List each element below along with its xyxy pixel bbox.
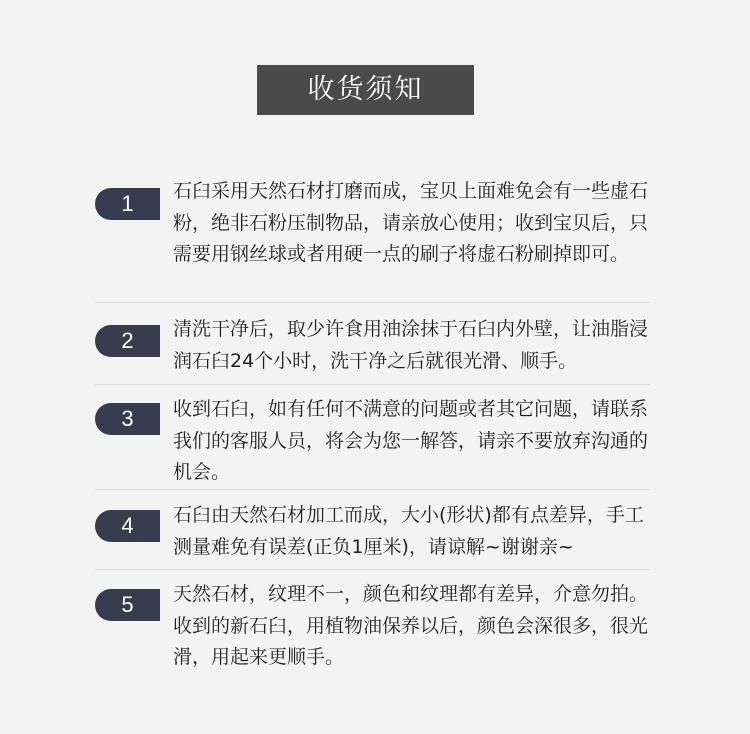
item-number-badge: 4: [95, 510, 160, 542]
item-number-badge: 3: [95, 403, 160, 435]
item-text: 石臼由天然石材加工而成，大小(形状)都有点差异，手工测量难免有误差(正负1厘米)，请谅解~谢谢亲~: [173, 504, 644, 558]
divider: [95, 569, 650, 570]
item-text: 清洗干净后，取少许食用油涂抹于石臼内外壁，让油脂浸润石臼24个小时，洗干净之后就很光滑、顺手。: [173, 318, 649, 372]
divider: [95, 489, 650, 490]
item-text: 天然石材，纹理不一，颜色和纹理都有差异，介意勿拍。收到的新石臼，用植物油保养以后，颜色会深很多，很光滑，用起来更顺手。: [173, 583, 649, 668]
item-number-badge: 2: [95, 325, 160, 357]
divider: [95, 384, 650, 385]
page-title: 收货须知: [257, 65, 474, 115]
item-number-badge: 5: [95, 589, 160, 621]
item-number-badge: 1: [95, 188, 160, 220]
divider: [95, 302, 650, 303]
item-text: 收到石臼，如有任何不满意的问题或者其它问题，请联系我们的客服人员，将会为您一解答，请亲不要放弃沟通的机会。: [173, 398, 649, 483]
item-text: 石臼采用天然石材打磨而成，宝贝上面难免会有一些虚石粉，绝非石粉压制物品，请亲放心使用；收到宝贝后，只需要用钢丝球或者用硬一点的刷子将虚石粉刷掉即可。: [173, 180, 649, 265]
